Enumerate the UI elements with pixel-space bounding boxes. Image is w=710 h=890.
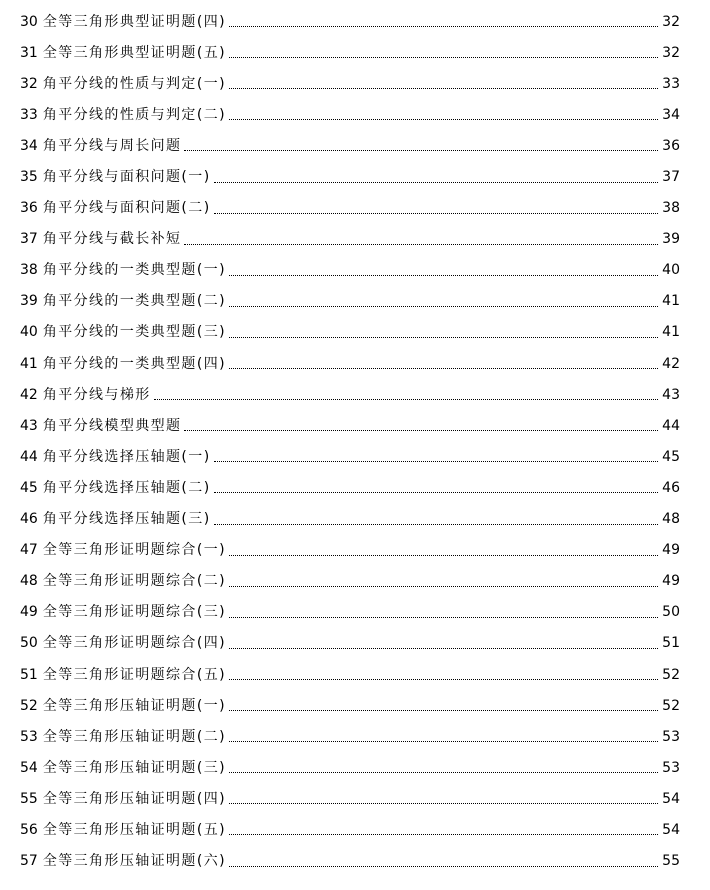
- toc-entry-title: 角平分线选择压轴题(一): [42, 448, 211, 465]
- toc-entry-page: 32: [662, 44, 680, 61]
- toc-entry-page: 45: [662, 448, 680, 465]
- toc-entry-title: 角平分线的性质与判定(二): [42, 106, 226, 123]
- toc-entry-number: 55: [20, 790, 38, 807]
- toc-entry[interactable]: [20, 690, 680, 721]
- toc-entry-title: 全等三角形压轴证明题(六): [42, 853, 226, 870]
- toc-entry[interactable]: [20, 410, 680, 441]
- dot-leader: [229, 679, 658, 680]
- toc-entry-number: 35: [20, 169, 38, 186]
- toc-entry-number: 53: [20, 728, 38, 745]
- toc-entry-title: 全等三角形证明题综合(二): [42, 573, 226, 590]
- dot-leader: [229, 866, 658, 867]
- toc-entry[interactable]: [20, 721, 680, 752]
- toc-entry-title: 角平分线的一类典型题(一): [42, 262, 226, 279]
- toc-entry-number: 32: [20, 75, 38, 92]
- toc-entry-title: 全等三角形证明题综合(五): [42, 666, 226, 683]
- toc-entry-page: 52: [662, 666, 680, 683]
- toc-entry-page: 40: [662, 262, 680, 279]
- dot-leader: [229, 586, 658, 587]
- toc-entry-title: 角平分线的性质与判定(一): [42, 75, 226, 92]
- toc-entry-page: 49: [662, 542, 680, 559]
- toc-entry-title: 角平分线的一类典型题(三): [42, 324, 226, 341]
- dot-leader: [214, 492, 658, 493]
- toc-entry[interactable]: [20, 846, 680, 877]
- toc-entry[interactable]: [20, 379, 680, 410]
- toc-entry-number: 50: [20, 635, 38, 652]
- toc-entry-title: 角平分线与截长补短: [42, 231, 182, 248]
- toc-entry-title: 角平分线的一类典型题(四): [42, 355, 226, 372]
- toc-entry-page: 39: [662, 231, 680, 248]
- toc-entry[interactable]: [20, 566, 680, 597]
- toc-entry[interactable]: [20, 68, 680, 99]
- toc-entry-number: 49: [20, 604, 38, 621]
- dot-leader: [229, 617, 658, 618]
- toc-entry[interactable]: [20, 348, 680, 379]
- toc-entry-number: 42: [20, 386, 38, 403]
- toc-entry-number: 46: [20, 511, 38, 528]
- toc-entry-page: 53: [662, 759, 680, 776]
- toc-entry-title: 角平分线与梯形: [42, 386, 151, 403]
- toc-entry-number: 37: [20, 231, 38, 248]
- toc-entry[interactable]: [20, 441, 680, 472]
- toc-entry-title: 全等三角形证明题综合(一): [42, 542, 226, 559]
- toc-entry-number: 47: [20, 542, 38, 559]
- toc-entry-page: 52: [662, 697, 680, 714]
- toc-entry-title: 角平分线模型典型题: [42, 417, 182, 434]
- toc-entry-page: 42: [662, 355, 680, 372]
- dot-leader: [184, 430, 658, 431]
- toc-entry-page: 36: [662, 137, 680, 154]
- dot-leader: [229, 368, 658, 369]
- toc-entry-title: 全等三角形压轴证明题(一): [42, 697, 226, 714]
- dot-leader: [154, 399, 658, 400]
- toc-entry[interactable]: [20, 193, 680, 224]
- dot-leader: [229, 834, 658, 835]
- toc-entry[interactable]: [20, 752, 680, 783]
- dot-leader: [229, 306, 658, 307]
- dot-leader: [229, 772, 658, 773]
- toc-entry-title: 全等三角形压轴证明题(四): [42, 790, 226, 807]
- toc-entry[interactable]: [20, 317, 680, 348]
- dot-leader: [214, 461, 658, 462]
- dot-leader: [229, 88, 658, 89]
- toc-entry-page: 32: [662, 13, 680, 30]
- toc-entry[interactable]: [20, 161, 680, 192]
- toc-entry-title: 角平分线选择压轴题(二): [42, 479, 211, 496]
- toc-entry-page: 53: [662, 728, 680, 745]
- toc-entry-number: 48: [20, 573, 38, 590]
- dot-leader: [184, 150, 658, 151]
- toc-entry[interactable]: [20, 783, 680, 814]
- table-of-contents: [20, 6, 680, 877]
- toc-entry-page: 51: [662, 635, 680, 652]
- dot-leader: [229, 648, 658, 649]
- toc-entry-title: 全等三角形典型证明题(四): [42, 13, 226, 30]
- toc-entry-number: 34: [20, 137, 38, 154]
- toc-entry-page: 34: [662, 106, 680, 123]
- toc-entry-number: 38: [20, 262, 38, 279]
- toc-entry-title: 角平分线与面积问题(一): [42, 169, 211, 186]
- toc-entry[interactable]: [20, 472, 680, 503]
- toc-entry-page: 41: [662, 324, 680, 341]
- toc-entry-page: 33: [662, 75, 680, 92]
- dot-leader: [184, 244, 658, 245]
- toc-entry-page: 43: [662, 386, 680, 403]
- toc-entry-number: 40: [20, 324, 38, 341]
- toc-entry-title: 全等三角形证明题综合(四): [42, 635, 226, 652]
- toc-entry-page: 38: [662, 200, 680, 217]
- toc-entry-page: 48: [662, 511, 680, 528]
- dot-leader: [229, 710, 658, 711]
- toc-entry-number: 51: [20, 666, 38, 683]
- toc-entry-page: 46: [662, 479, 680, 496]
- toc-entry[interactable]: [20, 597, 680, 628]
- dot-leader: [229, 337, 658, 338]
- toc-entry-number: 44: [20, 448, 38, 465]
- toc-entry-page: 50: [662, 604, 680, 621]
- toc-entry-page: 37: [662, 169, 680, 186]
- toc-entry-number: 56: [20, 821, 38, 838]
- toc-entry-page: 41: [662, 293, 680, 310]
- toc-entry-number: 41: [20, 355, 38, 372]
- toc-entry-number: 57: [20, 853, 38, 870]
- toc-entry-title: 角平分线的一类典型题(二): [42, 293, 226, 310]
- toc-entry-page: 54: [662, 821, 680, 838]
- toc-entry[interactable]: [20, 255, 680, 286]
- toc-entry-title: 角平分线与周长问题: [42, 137, 182, 154]
- toc-entry[interactable]: [20, 6, 680, 37]
- toc-entry[interactable]: [20, 659, 680, 690]
- dot-leader: [229, 26, 658, 27]
- toc-entry[interactable]: [20, 224, 680, 255]
- toc-entry-title: 全等三角形压轴证明题(二): [42, 728, 226, 745]
- toc-entry-title: 全等三角形证明题综合(三): [42, 604, 226, 621]
- toc-entry-number: 33: [20, 106, 38, 123]
- dot-leader: [229, 57, 658, 58]
- dot-leader: [214, 213, 658, 214]
- toc-entry-number: 31: [20, 44, 38, 61]
- toc-entry-page: 44: [662, 417, 680, 434]
- toc-entry-number: 43: [20, 417, 38, 434]
- toc-entry-number: 30: [20, 13, 38, 30]
- toc-entry-title: 全等三角形典型证明题(五): [42, 44, 226, 61]
- dot-leader: [214, 524, 658, 525]
- dot-leader: [229, 275, 658, 276]
- toc-entry-title: 角平分线选择压轴题(三): [42, 511, 211, 528]
- toc-entry-title: 全等三角形压轴证明题(五): [42, 821, 226, 838]
- toc-entry[interactable]: [20, 130, 680, 161]
- toc-entry[interactable]: [20, 535, 680, 566]
- toc-entry[interactable]: [20, 37, 680, 68]
- toc-entry[interactable]: [20, 814, 680, 845]
- toc-entry-page: 55: [662, 853, 680, 870]
- toc-entry-title: 角平分线与面积问题(二): [42, 200, 211, 217]
- toc-entry-number: 52: [20, 697, 38, 714]
- toc-entry-number: 39: [20, 293, 38, 310]
- dot-leader: [229, 119, 658, 120]
- dot-leader: [229, 741, 658, 742]
- dot-leader: [229, 803, 658, 804]
- toc-entry-number: 45: [20, 479, 38, 496]
- dot-leader: [229, 555, 658, 556]
- toc-entry[interactable]: [20, 99, 680, 130]
- toc-entry[interactable]: [20, 628, 680, 659]
- toc-entry-title: 全等三角形压轴证明题(三): [42, 759, 226, 776]
- toc-entry[interactable]: [20, 286, 680, 317]
- dot-leader: [214, 182, 658, 183]
- toc-entry-page: 54: [662, 790, 680, 807]
- toc-entry-page: 49: [662, 573, 680, 590]
- toc-entry-number: 54: [20, 759, 38, 776]
- toc-entry[interactable]: [20, 504, 680, 535]
- toc-entry-number: 36: [20, 200, 38, 217]
